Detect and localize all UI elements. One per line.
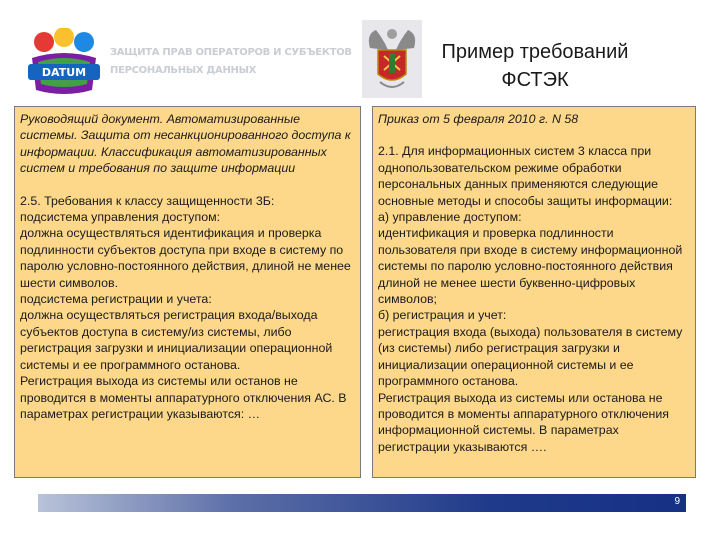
slide-title: Пример требований ФСТЭК — [441, 41, 629, 91]
datum-logo — [22, 28, 106, 100]
left-body-text: 2.5. Требования к классу защищенности 3Б: подсистема управления доступом: должна осуществляться идентификация и проверка подлинности субъектов доступа при входе в систему по паролю условно-постоянного действия, длиной не менее шести символов. подсистема регистрации и учета: должна осуществляться регистрация входа/выхода субъектов доступа в систему/из системы, либо регистрация загрузки и инициализации операционной системы и ее программного останова. Регистрация выхода из системы или останов не проводится в моменты аппаратурного отключения АС. В параметрах регистрации указываются: … — [20, 193, 351, 421]
org-title: ЗАЩИТА ПРАВ ОПЕРАТОРОВ И СУБЪЕКТОВ ПЕРСОНАЛЬНЫХ ДАННЫХ — [110, 47, 352, 76]
left-panel-guideline — [14, 106, 361, 478]
left-doc-title: Руководящий документ. Автоматизированные системы. Защита от несанкционированного доступа к информации. Классификация автоматизированных систем и требования по защите информации — [20, 112, 351, 176]
right-panel-order — [372, 106, 696, 478]
page-number: 9 — [674, 496, 680, 507]
emblem — [362, 20, 422, 98]
right-body-text: 2.1. Для информационных систем 3 класса при однопользовательском режиме обработки персональных данных применяются следующие основные методы и способы защиты информации: а) управление доступом: идентификация и проверка подлинности пользователя при входе в систему информационной системы по паролю условно-постоянного действия длиной не менее шести буквенно-цифровых символов; б) регистрация и учет: регистрация входа (выхода) пользователя в систему (из системы) либо регистрация загрузки и инициализации операционной системы и ее программного останова. Регистрация выхода из системы или останова не проводится в моменты аппаратурного отключения информационной системы. В параметрах регистрации указываются …. — [378, 144, 683, 454]
logo-text: DATUM — [41, 66, 87, 79]
right-doc-title: Приказ от 5 февраля 2010 г. N 58 — [378, 112, 579, 126]
footer-bar — [38, 494, 686, 512]
